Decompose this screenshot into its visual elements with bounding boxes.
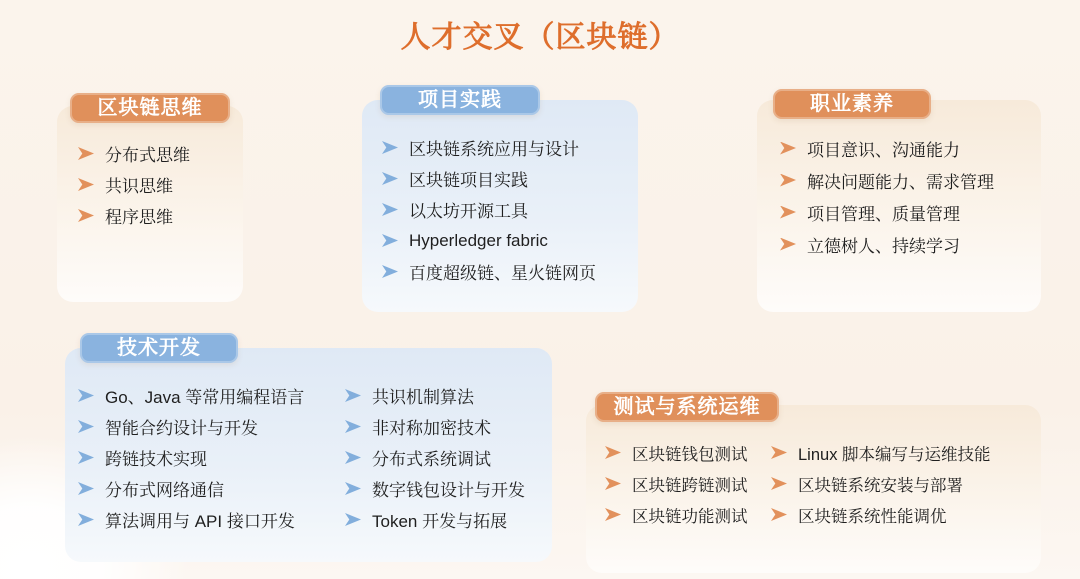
list-item-text: 以太坊开源工具 bbox=[409, 202, 528, 221]
arrow-bullet-icon bbox=[345, 513, 361, 526]
list-item-text: 区块链跨链测试 bbox=[632, 476, 748, 495]
list-item-text: 立德树人、持续学习 bbox=[807, 236, 960, 256]
badge-blockchain-thinking: 区块链思维 bbox=[70, 93, 230, 123]
arrow-bullet-icon bbox=[78, 178, 94, 191]
list-item-text: 分布式系统调试 bbox=[372, 450, 491, 469]
arrow-bullet-icon bbox=[780, 174, 796, 187]
list-item bbox=[382, 163, 638, 194]
arrow-bullet-icon bbox=[78, 147, 94, 160]
list-item-text: 项目管理、质量管理 bbox=[807, 204, 960, 224]
list-item-text: Go、Java 等常用编程语言 bbox=[105, 388, 305, 407]
arrow-bullet-icon bbox=[780, 206, 796, 219]
arrow-bullet-icon bbox=[345, 420, 361, 433]
list-item-text: 区块链项目实践 bbox=[409, 171, 528, 190]
list-item-text: 数字钱包设计与开发 bbox=[372, 481, 525, 500]
list-item-text: 程序思维 bbox=[105, 208, 173, 227]
list-item bbox=[78, 504, 345, 535]
list-item-text: 区块链功能测试 bbox=[632, 507, 748, 526]
tech-development-columns bbox=[65, 348, 552, 535]
arrow-bullet-icon bbox=[78, 451, 94, 464]
list-blockchain-thinking bbox=[78, 138, 243, 231]
testing-ops-columns bbox=[586, 405, 1041, 530]
list-item bbox=[780, 196, 1041, 228]
arrow-bullet-icon bbox=[78, 420, 94, 433]
card-tech-development bbox=[65, 337, 552, 562]
tech-development-column-1 bbox=[78, 380, 345, 535]
list-item bbox=[771, 499, 1031, 530]
list-item-text: 跨链技术实现 bbox=[105, 450, 207, 469]
list-item bbox=[78, 200, 243, 231]
badge-professional-quality: 职业素养 bbox=[773, 89, 931, 119]
arrow-bullet-icon bbox=[605, 446, 621, 459]
list-item-text: 共识机制算法 bbox=[372, 388, 474, 407]
list-item bbox=[780, 132, 1041, 164]
arrow-bullet-icon bbox=[78, 482, 94, 495]
list-item-text: Token 开发与拓展 bbox=[372, 512, 508, 531]
badge-tech-development: 技术开发 bbox=[80, 333, 238, 363]
arrow-bullet-icon bbox=[771, 477, 787, 490]
card-blockchain-thinking bbox=[57, 97, 243, 302]
list-item bbox=[780, 228, 1041, 260]
arrow-bullet-icon bbox=[771, 446, 787, 459]
arrow-bullet-icon bbox=[780, 238, 796, 251]
arrow-bullet-icon bbox=[382, 172, 398, 185]
list-item bbox=[771, 437, 1031, 468]
tech-development-column-2 bbox=[345, 380, 545, 535]
arrow-bullet-icon bbox=[78, 389, 94, 402]
list-item-text: 分布式思维 bbox=[105, 146, 190, 165]
list-item bbox=[771, 468, 1031, 499]
arrow-bullet-icon bbox=[605, 477, 621, 490]
arrow-bullet-icon bbox=[78, 209, 94, 222]
list-professional-quality bbox=[780, 132, 1041, 260]
card-testing-ops bbox=[586, 396, 1041, 573]
list-item-text: 共识思维 bbox=[105, 177, 173, 196]
list-item-text: 百度超级链、星火链网页 bbox=[409, 264, 596, 283]
arrow-bullet-icon bbox=[382, 234, 398, 247]
arrow-bullet-icon bbox=[382, 203, 398, 216]
list-item bbox=[382, 225, 638, 256]
list-item bbox=[605, 468, 771, 499]
list-item-text: 智能合约设计与开发 bbox=[105, 419, 258, 438]
list-item bbox=[78, 442, 345, 473]
testing-ops-column-2 bbox=[771, 437, 1031, 530]
badge-testing-ops: 测试与系统运维 bbox=[595, 392, 779, 422]
arrow-bullet-icon bbox=[605, 508, 621, 521]
arrow-bullet-icon bbox=[382, 265, 398, 278]
list-item bbox=[605, 499, 771, 530]
list-item-text: 区块链钱包测试 bbox=[632, 445, 748, 464]
list-item bbox=[345, 442, 545, 473]
list-item bbox=[78, 138, 243, 169]
list-item-text: 非对称加密技术 bbox=[372, 419, 491, 438]
arrow-bullet-icon bbox=[345, 451, 361, 464]
list-item-text: Hyperledger fabric bbox=[409, 230, 548, 250]
list-item bbox=[382, 256, 638, 287]
list-item-text: 算法调用与 API 接口开发 bbox=[105, 512, 295, 531]
list-item-text: 区块链系统应用与设计 bbox=[409, 140, 579, 159]
list-item-text: 区块链系统安装与部署 bbox=[798, 476, 963, 495]
list-item bbox=[345, 411, 545, 442]
arrow-bullet-icon bbox=[345, 482, 361, 495]
arrow-bullet-icon bbox=[780, 142, 796, 155]
list-item bbox=[605, 437, 771, 468]
list-item-text: Linux 脚本编写与运维技能 bbox=[798, 445, 991, 464]
card-project-practice bbox=[362, 89, 638, 312]
list-item bbox=[78, 169, 243, 200]
list-item bbox=[780, 164, 1041, 196]
list-item bbox=[345, 380, 545, 411]
arrow-bullet-icon bbox=[382, 141, 398, 154]
arrow-bullet-icon bbox=[345, 389, 361, 402]
list-item-text: 分布式网络通信 bbox=[105, 481, 224, 500]
list-item bbox=[382, 132, 638, 163]
list-item bbox=[78, 380, 345, 411]
list-item-text: 项目意识、沟通能力 bbox=[807, 140, 960, 160]
list-item-text: 解决问题能力、需求管理 bbox=[807, 172, 994, 192]
badge-project-practice: 项目实践 bbox=[380, 85, 540, 115]
list-item bbox=[78, 411, 345, 442]
page-title: 人才交叉（区块链） bbox=[400, 21, 680, 54]
list-item bbox=[345, 504, 545, 535]
list-item bbox=[78, 473, 345, 504]
list-item bbox=[382, 194, 638, 225]
arrow-bullet-icon bbox=[78, 513, 94, 526]
list-item bbox=[345, 473, 545, 504]
arrow-bullet-icon bbox=[771, 508, 787, 521]
card-professional-quality bbox=[757, 93, 1041, 312]
list-item-text: 区块链系统性能调优 bbox=[798, 507, 947, 526]
testing-ops-column-1 bbox=[605, 437, 771, 530]
list-project-practice bbox=[382, 132, 638, 287]
